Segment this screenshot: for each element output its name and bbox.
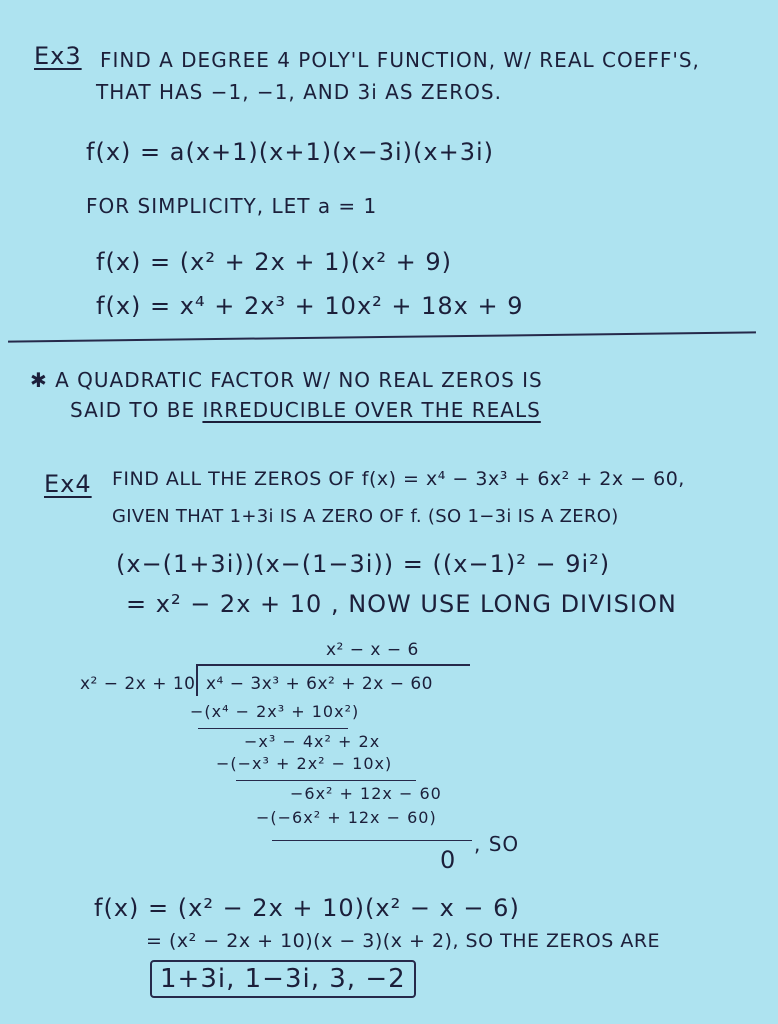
division-so: , SO <box>474 832 520 856</box>
ex4-problem-line-1: FIND ALL THE ZEROS OF f(x) = x⁴ − 3x³ + 6x² + 2x − 60, <box>112 468 685 490</box>
ex3-expanded-polynomial: f(x) = x⁴ + 2x³ + 10x² + 18x + 9 <box>96 292 524 320</box>
ex3-problem-line-1: FIND A DEGREE 4 POLY'L FUNCTION, W/ REAL COEFF'S, <box>100 48 700 72</box>
division-remainder-2: −6x² + 12x − 60 <box>290 784 442 803</box>
ex4-problem-line-2: GIVEN THAT 1+3i IS A ZERO OF f. (SO 1−3i IS A ZERO) <box>112 506 619 527</box>
irreducible-note-line-1: ✱ A QUADRATIC FACTOR W/ NO REAL ZEROS IS <box>30 368 543 392</box>
ex4-conjugate-product: (x−(1+3i))(x−(1−3i)) = ((x−1)² − 9i²) <box>116 550 611 578</box>
ex4-quadratic-factor: = x² − 2x + 10 , NOW USE LONG DIVISION <box>126 590 677 618</box>
ex3-problem-line-2: THAT HAS −1, −1, AND 3i AS ZEROS. <box>96 80 502 104</box>
result-full-factorization: = (x² − 2x + 10)(x − 3)(x + 2), SO THE ZEROS ARE <box>146 930 661 952</box>
zeros-answer-box: 1+3i, 1−3i, 3, −2 <box>150 960 416 998</box>
result-factorization: f(x) = (x² − 2x + 10)(x² − x − 6) <box>94 894 520 922</box>
irreducible-note-line-2 <box>70 400 541 420</box>
division-step-1: −(x⁴ − 2x³ + 10x²) <box>190 702 360 721</box>
division-line-2 <box>236 780 416 781</box>
division-line-3 <box>272 840 472 841</box>
ex3-label: Ex3 <box>34 42 82 70</box>
division-dividend: x⁴ − 3x³ + 6x² + 2x − 60 <box>206 674 433 694</box>
division-remainder: 0 <box>440 846 457 874</box>
division-step-2: −(−x³ + 2x² − 10x) <box>216 754 393 773</box>
irreducible-term: IRREDUCIBLE OVER THE REALS <box>202 398 541 422</box>
irreducible-note-prefix: SAID TO BE <box>70 398 203 422</box>
division-step-3: −(−6x² + 12x − 60) <box>256 808 437 827</box>
ex3-product-step: f(x) = (x² + 2x + 1)(x² + 9) <box>96 248 452 276</box>
division-remainder-1: −x³ − 4x² + 2x <box>244 732 381 751</box>
division-quotient: x² − x − 6 <box>326 640 419 660</box>
ex4-label: Ex4 <box>44 470 92 498</box>
division-line-1 <box>198 728 348 729</box>
section-divider <box>8 331 756 342</box>
division-divisor: x² − 2x + 10 <box>80 674 196 694</box>
ex3-factored-form: f(x) = a(x+1)(x+1)(x−3i)(x+3i) <box>86 138 495 166</box>
ex3-simplicity-note: FOR SIMPLICITY, LET a = 1 <box>86 194 378 218</box>
